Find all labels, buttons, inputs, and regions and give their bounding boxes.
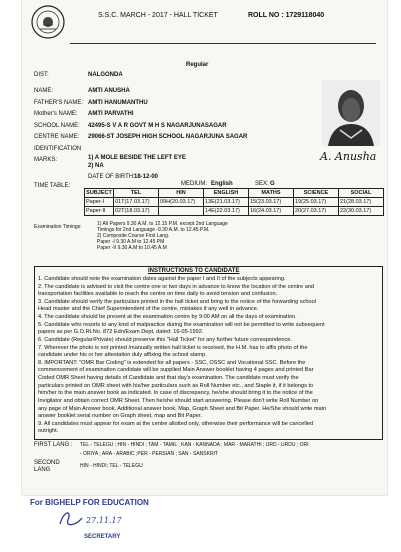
timetable-cell: 16(24.03.17) (249, 207, 294, 216)
school-name-value: 42495-S V A R GOVT M H S NAGARJUNASAGAR (88, 123, 227, 129)
instruction-line: candidate under his or her attestation duly affixing the school stamp. (38, 352, 207, 358)
timetable-cell: 13E(21.03.17) (204, 198, 249, 207)
board-seal-emblem (31, 5, 65, 39)
instruction-line: any page of Main Answer book, Additional answer book, Map, Graph Sheet and Bit Paper. He/She should write main (38, 406, 326, 412)
instruction-line: 5. Candidate who resorts to any kind of malpractice during the examination will not be permitted to write subsequent (38, 322, 325, 328)
roll-number: ROLL NO : 1729118040 (248, 12, 325, 19)
footer-organization: For BIGHELP FOR EDUCATION (30, 498, 149, 507)
instruction-line: transportation facilities available to reach the centre on time daily to avoid tension and confusion. (38, 291, 278, 297)
instruction-line: papers as per G.O.Rt.No. 872 Edn/Exam Dept, dated: 16-05-1992. (38, 329, 204, 335)
regular-label: Regular (186, 62, 209, 68)
timetable-cell: 20(27.03.17) (294, 207, 339, 216)
instruction-line: Invigilator and obtain correct OMR Sheet. Then he/she should start answering. Please don't write Roll Number on (38, 398, 319, 404)
instruction-line: 8. IMPORTANT: "OMR Bar Coding" is extended for all papers - SSC, OSSC and Vocational SSC. Before the (38, 360, 306, 366)
instructions-title: INSTRUCTIONS TO CANDIDATE (148, 268, 240, 274)
timetable (84, 188, 384, 216)
timetable-label: TIME TABLE: (34, 183, 71, 189)
instruction-line: commencement of examination candidate will be supplied Main Answer booklet having 4 pages and printed Bar (38, 367, 314, 373)
timetable-header: HIN (159, 189, 204, 198)
timings-line: 1) All Papers 9.30 A.M. to 12.15 P.M. except 2nd Language (97, 221, 228, 227)
authority-signature (56, 508, 86, 530)
instruction-line: outright. (38, 428, 59, 434)
second-lang-value: HIN - HINDI; TEL - TELEGU (80, 463, 143, 469)
timetable-cell: 22(30.03.17) (339, 207, 384, 216)
instruction-line: 9. All candidates must appear for exam at the centre allotted only, otherwise their performance will be cancelled (38, 421, 314, 427)
header-divider (70, 43, 376, 44)
first-lang-line-2: - ORIYA ; ARA - ARABIC ;PER - PERSIAN ; SAN - SANSKRIT (80, 451, 218, 457)
father-name-value: AMTI HANUMANTHU (88, 100, 148, 106)
first-lang-line-1: TEL - TELEGU ; HIN - HINDI ; TAM - TAMIL ; KAN - KANNADA ; MAR - MARATHI ; URD - URDU ; ORI (80, 442, 309, 448)
timetable-paper: Paper-II (85, 207, 114, 216)
school-name-label: SCHOOL NAME: (34, 123, 80, 129)
footer-role: SECRETARY (84, 534, 121, 540)
timetable-cell: 02T(18.03.17) (114, 207, 159, 216)
sex-value: G (270, 181, 275, 187)
timetable-paper: Paper-I (85, 198, 114, 207)
medium-value: English (211, 181, 233, 187)
first-lang-label: FIRST LANG : (34, 442, 73, 448)
timetable-header: SOCIAL (339, 189, 384, 198)
hall-ticket-title: S.S.C. MARCH - 2017 - HALL TICKET (98, 12, 218, 19)
dob-value: 18-12-00 (134, 174, 159, 180)
timings-line: Paper -II 9.30 A.M to 10.45 A.M (97, 245, 167, 251)
timings-label: Examination Timings: (34, 224, 82, 230)
timetable-cell: 21(28.03.17) (339, 198, 384, 207)
instruction-line: 6. Candidate (Regular/Private) should preserve this "Hall Ticket" for any further future correspondence. (38, 337, 292, 343)
timetable-row (85, 198, 384, 207)
medium-label: MEDIUM: (181, 181, 207, 187)
timetable-header: MATHS (249, 189, 294, 198)
instruction-line: particulars printed on OMR sheet with his/her particulars such as Roll Number etc., and Staple it, if it belongs to (38, 383, 314, 389)
timetable-header: SCIENCE (294, 189, 339, 198)
candidate-photo (322, 80, 380, 146)
instruction-line: 4. The candidate should be present at the examination centre by 9:00 AM on all the days of examination. (38, 314, 297, 320)
timings-line: Timings for 2nd Language -9.30 A.M. to 12.45 P.M. (97, 227, 210, 233)
candidate-signature: A. Anusha (320, 150, 377, 163)
timings-line: 2) Composite Course First Lang. (97, 233, 170, 239)
mother-name-label: Mother's NAME: (34, 111, 78, 117)
name-value: AMTI ANUSHA (88, 88, 130, 94)
timetable-row (85, 207, 384, 216)
marks-line-1: 1) A MOLE BESIDE THE LEFT EYE (88, 155, 186, 161)
timetable-cell (159, 207, 204, 216)
timetable-cell: 09H(20.03.17) (159, 198, 204, 207)
identification-label: IDENTIFICATION (34, 146, 82, 152)
marks-label: MARKS: (34, 157, 58, 163)
name-label: NAME: (34, 88, 54, 94)
timetable-header: ENGLISH (204, 189, 249, 198)
timings-line: Paper -I 9.30 A.M to 12.45 PM (97, 239, 165, 245)
timetable-cell: 01T(17.03.17) (114, 198, 159, 207)
timetable-header: SUBJECT (86, 190, 112, 196)
instruction-line: 7. Wherever the photo is not printed /manually written hall ticket is received, the H.M. has to affix photo of the (38, 345, 308, 351)
dist-label: DIST: (34, 72, 49, 78)
timetable-header-row (85, 189, 384, 198)
father-name-label: FATHER'S NAME: (34, 100, 84, 106)
instruction-line: 3. Candidate should verify the particulars printed in the hall ticket and bring to the notice of the forwarding school (38, 299, 316, 305)
dist-value: NALGONDA (88, 72, 123, 78)
timetable-cell: 15(23.03.17) (249, 198, 294, 207)
marks-line-2: 2) NA (88, 163, 104, 169)
sex-label: SEX: (255, 181, 269, 187)
dob-label: DATE OF BIRTH: (88, 174, 135, 180)
instruction-line: Head master and the Chief Superintendent of the centre, mistakes if any well in advance. (38, 306, 259, 312)
timetable-header: TEL (114, 189, 159, 198)
timetable-cell: 19(25.03.17) (294, 198, 339, 207)
instruction-line: 1. Candidate should note the examination dates against the paper I and II of the subjects appearing. (38, 276, 286, 282)
instruction-line: 2. The candidate is advised to visit the centre one or two days in advance to know the location of the centre and (38, 284, 315, 290)
centre-name-value: 29066-ST JOSEPH HIGH SCHOOL NAGARJUNA SAGAR (88, 134, 248, 140)
instruction-line: Coded OMR Sheet having details of Candidate and that day's examination. The candidate must verify the (38, 375, 299, 381)
mother-name-value: AMTI PARVATHI (88, 111, 134, 117)
instruction-line: answer booklet serial number on Graph sheet, map and Bit Paper. (38, 413, 202, 419)
centre-name-label: CENTRE NAME: (34, 134, 80, 140)
instruction-line: him/her to the main answer book as indicated. In case of discrepancy, he/she should bring it to the notice of the (38, 390, 313, 396)
footer-date: 27.11.17 (86, 516, 122, 525)
second-lang-label: SECOND LANG (34, 460, 60, 473)
timetable-cell: 14E(22.03.17) (204, 207, 249, 216)
